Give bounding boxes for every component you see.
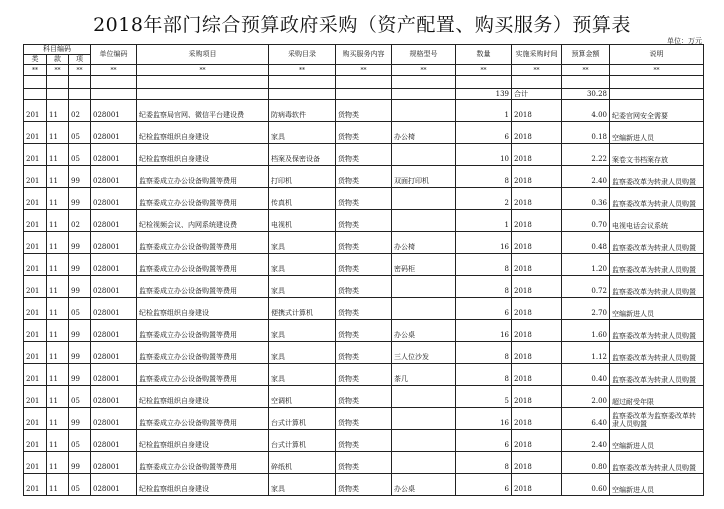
service-cell: 货物类 xyxy=(336,122,392,144)
kuan-cell: 11 xyxy=(47,430,69,452)
note-cell: 监察委改革为转隶人员购置 xyxy=(610,276,704,298)
lei-cell: 201 xyxy=(24,188,47,210)
kuan-cell: 11 xyxy=(47,232,69,254)
amount-cell: 6.40 xyxy=(562,408,610,430)
qty-cell: 6 xyxy=(456,474,512,496)
spec-cell xyxy=(392,408,456,430)
catalog-cell: 家具 xyxy=(269,254,336,276)
amount-cell: 2.40 xyxy=(562,166,610,188)
table-row xyxy=(24,100,704,122)
header-amount: 预算金额 xyxy=(562,45,610,65)
time-cell: 2018 xyxy=(512,210,562,232)
xiang-cell: 99 xyxy=(69,320,91,342)
unit-code-cell: 028001 xyxy=(91,276,137,298)
note-cell: 空编新进人员 xyxy=(610,122,704,144)
service-cell: 货物类 xyxy=(336,430,392,452)
table-row xyxy=(24,166,704,188)
catalog-cell: 档案及保密设备 xyxy=(269,144,336,166)
header-note: 说明 xyxy=(610,45,704,65)
xiang-cell: 99 xyxy=(69,188,91,210)
lei-cell: 201 xyxy=(24,232,47,254)
qty-cell: 2 xyxy=(456,188,512,210)
catalog-cell: 便携式计算机 xyxy=(269,298,336,320)
spec-cell xyxy=(392,100,456,122)
spec-cell xyxy=(392,298,456,320)
note-cell: 监察委改革为转隶人员购置 xyxy=(610,232,704,254)
table-row xyxy=(24,144,704,166)
project-cell: 监察委成立办公设备购置等费用 xyxy=(137,320,269,342)
xiang-cell: 99 xyxy=(69,408,91,430)
star-cell: ** xyxy=(69,65,91,76)
xiang-cell: 99 xyxy=(69,276,91,298)
spec-cell: 办公椅 xyxy=(392,122,456,144)
spec-cell: 三人位沙发 xyxy=(392,342,456,364)
table-row xyxy=(24,364,704,386)
time-cell: 2018 xyxy=(512,254,562,276)
unit-code-cell: 028001 xyxy=(91,122,137,144)
catalog-cell: 碎纸机 xyxy=(269,452,336,474)
note-cell: 监察委改革为监察委改革转隶人员购置 xyxy=(610,408,704,430)
spec-cell: 办公椅 xyxy=(392,232,456,254)
unit-code-cell: 028001 xyxy=(91,408,137,430)
lei-cell: 201 xyxy=(24,320,47,342)
catalog-cell: 防病毒软件 xyxy=(269,100,336,122)
header-kuan: 款 xyxy=(47,55,69,65)
time-cell: 2018 xyxy=(512,100,562,122)
qty-cell: 16 xyxy=(456,408,512,430)
amount-cell: 0.18 xyxy=(562,122,610,144)
lei-cell: 201 xyxy=(24,430,47,452)
table-row xyxy=(24,342,704,364)
qty-cell: 6 xyxy=(456,298,512,320)
header-catalog: 采购目录 xyxy=(269,45,336,65)
header-xiang: 项 xyxy=(69,55,91,65)
amount-cell: 0.48 xyxy=(562,232,610,254)
qty-cell: 8 xyxy=(456,254,512,276)
star-cell: ** xyxy=(47,65,69,76)
xiang-cell: 99 xyxy=(69,364,91,386)
spec-cell xyxy=(392,144,456,166)
project-cell: 纪检监察组织自身建设 xyxy=(137,144,269,166)
star-cell: ** xyxy=(512,65,562,76)
time-cell: 2018 xyxy=(512,122,562,144)
unit-code-cell: 028001 xyxy=(91,144,137,166)
service-cell: 货物类 xyxy=(336,452,392,474)
note-cell: 超过耐受年限 xyxy=(610,386,704,408)
qty-cell: 8 xyxy=(456,342,512,364)
unit-code-cell: 028001 xyxy=(91,166,137,188)
kuan-cell: 11 xyxy=(47,100,69,122)
table-row xyxy=(24,320,704,342)
unit-code-cell: 028001 xyxy=(91,386,137,408)
xiang-cell: 05 xyxy=(69,122,91,144)
project-cell: 监察委成立办公设备购置等费用 xyxy=(137,364,269,386)
spec-cell: 办公桌 xyxy=(392,474,456,496)
catalog-cell: 家具 xyxy=(269,320,336,342)
star-cell: ** xyxy=(336,65,392,76)
time-cell: 2018 xyxy=(512,276,562,298)
header-time: 实施采购时间 xyxy=(512,45,562,65)
unit-code-cell: 028001 xyxy=(91,232,137,254)
unit-code-cell: 028001 xyxy=(91,254,137,276)
qty-cell: 1 xyxy=(456,210,512,232)
qty-cell: 5 xyxy=(456,386,512,408)
unit-code-cell: 028001 xyxy=(91,298,137,320)
sheet-title: 2018年部门综合预算政府采购（资产配置、购买服务）预算表 xyxy=(93,14,631,36)
service-cell: 货物类 xyxy=(336,386,392,408)
amount-cell: 0.40 xyxy=(562,364,610,386)
lei-cell: 201 xyxy=(24,364,47,386)
lei-cell: 201 xyxy=(24,276,47,298)
table-row xyxy=(24,298,704,320)
note-cell: 监察委改革为转隶人员购置 xyxy=(610,452,704,474)
service-cell: 货物类 xyxy=(336,298,392,320)
xiang-cell: 99 xyxy=(69,232,91,254)
service-cell: 货物类 xyxy=(336,320,392,342)
note-cell: 空编新进人员 xyxy=(610,474,704,496)
budget-table xyxy=(23,44,704,496)
note-cell: 案卷文书档案存放 xyxy=(610,144,704,166)
amount-cell: 0.72 xyxy=(562,276,610,298)
table-row xyxy=(24,386,704,408)
xiang-cell: 05 xyxy=(69,430,91,452)
kuan-cell: 11 xyxy=(47,386,69,408)
table-body xyxy=(24,100,704,496)
catalog-cell: 传真机 xyxy=(269,188,336,210)
service-cell: 货物类 xyxy=(336,408,392,430)
star-cell: ** xyxy=(392,65,456,76)
unit-code-cell: 028001 xyxy=(91,100,137,122)
table-row xyxy=(24,408,704,430)
catalog-cell: 打印机 xyxy=(269,166,336,188)
star-cell: ** xyxy=(269,65,336,76)
catalog-cell: 台式计算机 xyxy=(269,430,336,452)
unit-code-cell: 028001 xyxy=(91,452,137,474)
unit-code-cell: 028001 xyxy=(91,364,137,386)
lei-cell: 201 xyxy=(24,254,47,276)
spec-cell xyxy=(392,386,456,408)
xiang-cell: 02 xyxy=(69,100,91,122)
table-row xyxy=(24,430,704,452)
xiang-cell: 02 xyxy=(69,210,91,232)
star-cell: ** xyxy=(91,65,137,76)
xiang-cell: 99 xyxy=(69,452,91,474)
service-cell: 货物类 xyxy=(336,144,392,166)
spec-cell: 双面打印机 xyxy=(392,166,456,188)
project-cell: 监察委成立办公设备购置等费用 xyxy=(137,408,269,430)
amount-cell: 1.20 xyxy=(562,254,610,276)
project-cell: 纪检视频会议、内网系统建设费 xyxy=(137,210,269,232)
header-lei: 类 xyxy=(24,55,47,65)
note-cell: 监察委改革为转隶人员购置 xyxy=(610,188,704,210)
unit-code-cell: 028001 xyxy=(91,474,137,496)
service-cell: 货物类 xyxy=(336,100,392,122)
project-cell: 监察委成立办公设备购置等费用 xyxy=(137,276,269,298)
service-cell: 货物类 xyxy=(336,232,392,254)
project-cell: 纪委监察局官网、微信平台建设费 xyxy=(137,100,269,122)
amount-cell: 1.60 xyxy=(562,320,610,342)
kuan-cell: 11 xyxy=(47,452,69,474)
project-cell: 监察委成立办公设备购置等费用 xyxy=(137,342,269,364)
qty-cell: 16 xyxy=(456,232,512,254)
amount-cell: 0.36 xyxy=(562,188,610,210)
spec-cell xyxy=(392,188,456,210)
lei-cell: 201 xyxy=(24,408,47,430)
kuan-cell: 11 xyxy=(47,342,69,364)
kuan-cell: 11 xyxy=(47,144,69,166)
xiang-cell: 99 xyxy=(69,342,91,364)
amount-cell: 0.60 xyxy=(562,474,610,496)
note-cell: 监察委改革为转隶人员购置 xyxy=(610,320,704,342)
qty-cell: 1 xyxy=(456,100,512,122)
lei-cell: 201 xyxy=(24,452,47,474)
service-cell: 货物类 xyxy=(336,166,392,188)
project-cell: 纪检监察组织自身建设 xyxy=(137,122,269,144)
spec-cell xyxy=(392,210,456,232)
time-cell: 2018 xyxy=(512,474,562,496)
spec-cell: 茶几 xyxy=(392,364,456,386)
unit-code-cell: 028001 xyxy=(91,210,137,232)
amount-cell: 4.00 xyxy=(562,100,610,122)
header-project: 采购项目 xyxy=(137,45,269,65)
total-qty: 139 xyxy=(456,89,512,100)
spec-cell xyxy=(392,452,456,474)
placeholder-row xyxy=(24,65,704,76)
time-cell: 2018 xyxy=(512,298,562,320)
note-cell: 纪委官网安全需要 xyxy=(610,100,704,122)
project-cell: 监察委成立办公设备购置等费用 xyxy=(137,188,269,210)
star-cell: ** xyxy=(456,65,512,76)
table-row xyxy=(24,232,704,254)
qty-cell: 6 xyxy=(456,430,512,452)
project-cell: 纪检监察组织自身建设 xyxy=(137,474,269,496)
time-cell: 2018 xyxy=(512,232,562,254)
header-service: 购买服务内容 xyxy=(336,45,392,65)
project-cell: 纪检监察组织自身建设 xyxy=(137,430,269,452)
amount-cell: 0.70 xyxy=(562,210,610,232)
unit-code-cell: 028001 xyxy=(91,430,137,452)
header-spec: 规格型号 xyxy=(392,45,456,65)
service-cell: 货物类 xyxy=(336,276,392,298)
star-cell: ** xyxy=(562,65,610,76)
kuan-cell: 11 xyxy=(47,122,69,144)
star-cell: ** xyxy=(610,65,704,76)
time-cell: 2018 xyxy=(512,452,562,474)
table-row xyxy=(24,452,704,474)
total-row xyxy=(24,89,704,100)
header-unit-code: 单位编码 xyxy=(91,45,137,65)
kuan-cell: 11 xyxy=(47,166,69,188)
catalog-cell: 家具 xyxy=(269,232,336,254)
note-cell: 电视电话会议系统 xyxy=(610,210,704,232)
lei-cell: 201 xyxy=(24,166,47,188)
project-cell: 监察委成立办公设备购置等费用 xyxy=(137,232,269,254)
qty-cell: 10 xyxy=(456,144,512,166)
note-cell: 监察委改革为转隶人员购置 xyxy=(610,166,704,188)
qty-cell: 16 xyxy=(456,320,512,342)
service-cell: 货物类 xyxy=(336,188,392,210)
catalog-cell: 家具 xyxy=(269,342,336,364)
amount-cell: 2.22 xyxy=(562,144,610,166)
spec-cell xyxy=(392,430,456,452)
kuan-cell: 11 xyxy=(47,188,69,210)
total-amount: 30.28 xyxy=(562,89,610,100)
table-row xyxy=(24,210,704,232)
kuan-cell: 11 xyxy=(47,474,69,496)
note-cell: 空编新进人员 xyxy=(610,298,704,320)
lei-cell: 201 xyxy=(24,474,47,496)
spec-cell: 办公桌 xyxy=(392,320,456,342)
qty-cell: 8 xyxy=(456,452,512,474)
service-cell: 货物类 xyxy=(336,364,392,386)
time-cell: 2018 xyxy=(512,386,562,408)
spec-cell xyxy=(392,276,456,298)
service-cell: 货物类 xyxy=(336,254,392,276)
xiang-cell: 05 xyxy=(69,298,91,320)
note-cell: 监察委改革为转隶人员购置 xyxy=(610,364,704,386)
kuan-cell: 11 xyxy=(47,254,69,276)
time-cell: 2018 xyxy=(512,364,562,386)
kuan-cell: 11 xyxy=(47,364,69,386)
note-cell: 监察委改革为转隶人员购置 xyxy=(610,342,704,364)
project-cell: 监察委成立办公设备购置等费用 xyxy=(137,452,269,474)
xiang-cell: 05 xyxy=(69,386,91,408)
kuan-cell: 11 xyxy=(47,298,69,320)
star-cell: ** xyxy=(24,65,47,76)
qty-cell: 8 xyxy=(456,276,512,298)
catalog-cell: 电视机 xyxy=(269,210,336,232)
kuan-cell: 11 xyxy=(47,320,69,342)
catalog-cell: 家具 xyxy=(269,364,336,386)
lei-cell: 201 xyxy=(24,100,47,122)
xiang-cell: 99 xyxy=(69,254,91,276)
amount-cell: 2.40 xyxy=(562,430,610,452)
lei-cell: 201 xyxy=(24,144,47,166)
time-cell: 2018 xyxy=(512,430,562,452)
xiang-cell: 05 xyxy=(69,474,91,496)
blank-row xyxy=(24,76,704,89)
table-row xyxy=(24,254,704,276)
unit-code-cell: 028001 xyxy=(91,188,137,210)
star-cell: ** xyxy=(137,65,269,76)
catalog-cell: 家具 xyxy=(269,276,336,298)
service-cell: 货物类 xyxy=(336,474,392,496)
unit-code-cell: 028001 xyxy=(91,320,137,342)
table-header xyxy=(24,45,704,65)
amount-cell: 2.70 xyxy=(562,298,610,320)
table-row xyxy=(24,276,704,298)
lei-cell: 201 xyxy=(24,298,47,320)
catalog-cell: 家具 xyxy=(269,122,336,144)
time-cell: 2018 xyxy=(512,408,562,430)
note-cell: 监察委改革为转隶人员购置 xyxy=(610,254,704,276)
qty-cell: 6 xyxy=(456,122,512,144)
xiang-cell: 05 xyxy=(69,144,91,166)
time-cell: 2018 xyxy=(512,342,562,364)
qty-cell: 8 xyxy=(456,364,512,386)
kuan-cell: 11 xyxy=(47,408,69,430)
amount-cell: 2.00 xyxy=(562,386,610,408)
header-qty: 数量 xyxy=(456,45,512,65)
service-cell: 货物类 xyxy=(336,210,392,232)
project-cell: 纪检监察组织自身建设 xyxy=(137,386,269,408)
total-label: 合计 xyxy=(512,89,562,100)
amount-cell: 1.12 xyxy=(562,342,610,364)
unit-code-cell: 028001 xyxy=(91,342,137,364)
lei-cell: 201 xyxy=(24,386,47,408)
table-row xyxy=(24,474,704,496)
kuan-cell: 11 xyxy=(47,276,69,298)
project-cell: 监察委成立办公设备购置等费用 xyxy=(137,254,269,276)
table-row xyxy=(24,188,704,210)
unit-label: 单位：万元 xyxy=(667,37,702,45)
table-row xyxy=(24,122,704,144)
time-cell: 2018 xyxy=(512,166,562,188)
time-cell: 2018 xyxy=(512,144,562,166)
spec-cell: 密码柜 xyxy=(392,254,456,276)
catalog-cell: 空调机 xyxy=(269,386,336,408)
catalog-cell: 家具 xyxy=(269,474,336,496)
lei-cell: 201 xyxy=(24,342,47,364)
project-cell: 监察委成立办公设备购置等费用 xyxy=(137,166,269,188)
project-cell: 纪检监察组织自身建设 xyxy=(137,298,269,320)
qty-cell: 8 xyxy=(456,166,512,188)
note-cell: 空编新进人员 xyxy=(610,430,704,452)
lei-cell: 201 xyxy=(24,210,47,232)
header-subject-code: 科目编码 xyxy=(24,45,91,55)
time-cell: 2018 xyxy=(512,188,562,210)
amount-cell: 0.80 xyxy=(562,452,610,474)
table-meta xyxy=(24,65,704,100)
xiang-cell: 99 xyxy=(69,166,91,188)
kuan-cell: 11 xyxy=(47,210,69,232)
service-cell: 货物类 xyxy=(336,342,392,364)
time-cell: 2018 xyxy=(512,320,562,342)
lei-cell: 201 xyxy=(24,122,47,144)
catalog-cell: 台式计算机 xyxy=(269,408,336,430)
